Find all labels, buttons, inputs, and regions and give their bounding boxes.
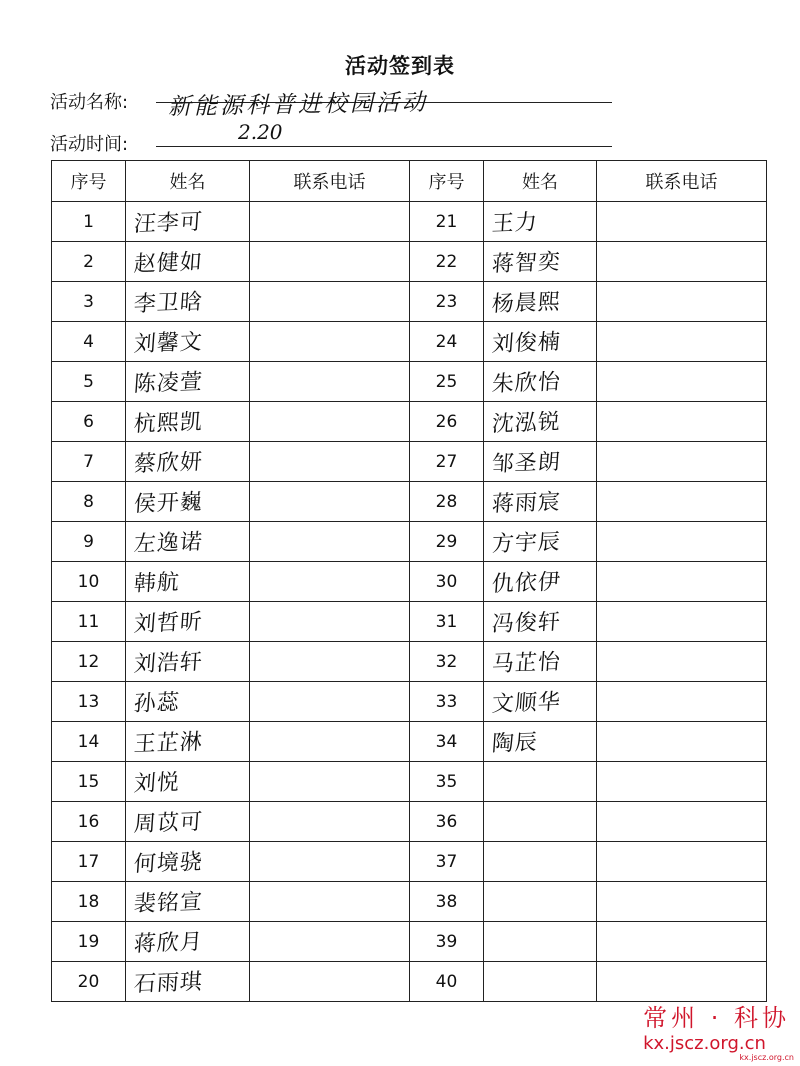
phone-cell xyxy=(597,562,767,602)
activity-time-underline xyxy=(156,146,612,147)
signature-text: 蒋雨宸 xyxy=(491,489,562,518)
signature-text: 陶辰 xyxy=(490,730,539,757)
phone-cell xyxy=(597,722,767,762)
signature-text: 邹圣朗 xyxy=(491,449,562,478)
table-row xyxy=(52,442,767,482)
phone-cell xyxy=(597,882,767,922)
signature-text: 王芷淋 xyxy=(133,729,204,758)
watermark-org: 常州 · 科协 xyxy=(643,1004,790,1032)
signature-name xyxy=(126,242,250,282)
row-number: 22 xyxy=(410,242,484,282)
signature-name xyxy=(126,362,250,402)
phone-cell xyxy=(250,402,410,442)
signature-text: 周苡可 xyxy=(133,809,204,838)
phone-cell xyxy=(250,762,410,802)
phone-cell xyxy=(250,642,410,682)
table-row xyxy=(52,562,767,602)
phone-cell xyxy=(250,562,410,602)
row-number: 6 xyxy=(52,402,126,442)
phone-cell xyxy=(597,682,767,722)
row-number: 40 xyxy=(410,962,484,1002)
signature-name xyxy=(484,482,597,522)
phone-cell xyxy=(250,442,410,482)
row-number: 36 xyxy=(410,802,484,842)
phone-cell xyxy=(597,602,767,642)
phone-cell xyxy=(597,842,767,882)
signature-name xyxy=(126,322,250,362)
row-number: 31 xyxy=(410,602,484,642)
phone-cell xyxy=(250,202,410,242)
row-number: 24 xyxy=(410,322,484,362)
signature-name xyxy=(126,802,250,842)
signature-text: 石雨琪 xyxy=(133,969,204,998)
row-number: 2 xyxy=(52,242,126,282)
signature-text: 马芷怡 xyxy=(491,649,562,678)
signature-text: 刘哲昕 xyxy=(133,609,204,638)
row-number: 14 xyxy=(52,722,126,762)
signature-text: 左逸诺 xyxy=(133,529,204,558)
signature-text: 方宇辰 xyxy=(491,529,562,558)
activity-name-label: 活动名称: xyxy=(50,92,129,113)
signature-name xyxy=(484,202,597,242)
signature-name xyxy=(126,602,250,642)
signature-text: 沈泓锐 xyxy=(491,409,562,438)
phone-cell xyxy=(597,322,767,362)
header-name: 姓名 xyxy=(126,161,250,202)
row-number: 38 xyxy=(410,882,484,922)
row-number: 4 xyxy=(52,322,126,362)
signature-name xyxy=(484,682,597,722)
signature-name xyxy=(126,882,250,922)
row-number: 9 xyxy=(52,522,126,562)
row-number: 1 xyxy=(52,202,126,242)
signature-name xyxy=(484,562,597,602)
phone-cell xyxy=(250,602,410,642)
activity-time-label: 活动时间: xyxy=(50,134,129,155)
header-name: 姓名 xyxy=(484,161,597,202)
row-number: 39 xyxy=(410,922,484,962)
phone-cell xyxy=(250,842,410,882)
row-number: 10 xyxy=(52,562,126,602)
row-number: 18 xyxy=(52,882,126,922)
signature-name xyxy=(484,962,597,1002)
signature-text: 刘馨文 xyxy=(133,329,204,358)
table-row xyxy=(52,722,767,762)
row-number: 29 xyxy=(410,522,484,562)
row-number: 3 xyxy=(52,282,126,322)
row-number: 32 xyxy=(410,642,484,682)
signature-name xyxy=(126,922,250,962)
signature-name xyxy=(126,522,250,562)
row-number: 37 xyxy=(410,842,484,882)
signature-text: 蒋欣月 xyxy=(133,929,204,958)
signature-name xyxy=(484,602,597,642)
phone-cell xyxy=(250,962,410,1002)
phone-cell xyxy=(597,482,767,522)
signature-name xyxy=(484,722,597,762)
table-row xyxy=(52,482,767,522)
phone-cell xyxy=(250,522,410,562)
phone-cell xyxy=(250,722,410,762)
phone-cell xyxy=(250,882,410,922)
signature-text: 汪李可 xyxy=(133,209,204,238)
table-row xyxy=(52,322,767,362)
signature-name xyxy=(126,722,250,762)
activity-time-value: 2.20 xyxy=(238,120,283,144)
row-number: 5 xyxy=(52,362,126,402)
signature-text: 何境骁 xyxy=(133,849,204,878)
table-row xyxy=(52,282,767,322)
phone-cell xyxy=(597,922,767,962)
signature-name xyxy=(126,682,250,722)
signature-name xyxy=(484,242,597,282)
table-row xyxy=(52,602,767,642)
signature-name xyxy=(484,442,597,482)
watermark-small: kx.jscz.org.cn xyxy=(739,1053,794,1062)
row-number: 21 xyxy=(410,202,484,242)
signature-text: 韩航 xyxy=(132,570,181,597)
signature-text: 文顺华 xyxy=(491,689,562,718)
signature-text: 侯开巍 xyxy=(133,489,204,518)
table-row xyxy=(52,682,767,722)
phone-cell xyxy=(597,202,767,242)
table-row xyxy=(52,242,767,282)
signature-name xyxy=(126,282,250,322)
table-row xyxy=(52,522,767,562)
signature-name xyxy=(126,442,250,482)
header-number: 序号 xyxy=(52,161,126,202)
page-title: 活动签到表 xyxy=(345,54,455,78)
row-number: 20 xyxy=(52,962,126,1002)
watermark xyxy=(643,998,790,1054)
phone-cell xyxy=(250,322,410,362)
row-number: 33 xyxy=(410,682,484,722)
signature-name xyxy=(484,922,597,962)
phone-cell xyxy=(597,642,767,682)
signature-text: 杭熙凯 xyxy=(133,409,204,438)
row-number: 30 xyxy=(410,562,484,602)
signature-name xyxy=(126,842,250,882)
sign-in-table xyxy=(51,160,767,1002)
row-number: 17 xyxy=(52,842,126,882)
table-row xyxy=(52,962,767,1002)
table-row xyxy=(52,802,767,842)
phone-cell xyxy=(597,762,767,802)
phone-cell xyxy=(597,442,767,482)
phone-cell xyxy=(250,282,410,322)
signature-text: 刘浩轩 xyxy=(133,649,204,678)
phone-cell xyxy=(250,922,410,962)
table-row xyxy=(52,922,767,962)
header-number: 序号 xyxy=(410,161,484,202)
row-number: 16 xyxy=(52,802,126,842)
phone-cell xyxy=(250,682,410,722)
header-phone: 联系电话 xyxy=(597,161,767,202)
row-number: 7 xyxy=(52,442,126,482)
signature-name xyxy=(484,362,597,402)
signature-name xyxy=(484,522,597,562)
table-row xyxy=(52,362,767,402)
activity-name-value: 新能源科普进校园活动 xyxy=(167,89,429,121)
table-header-row xyxy=(52,161,767,202)
phone-cell xyxy=(250,242,410,282)
signature-name xyxy=(484,842,597,882)
row-number: 12 xyxy=(52,642,126,682)
table-row xyxy=(52,762,767,802)
signature-name xyxy=(484,402,597,442)
row-number: 28 xyxy=(410,482,484,522)
signature-text: 裴铭宣 xyxy=(133,889,204,918)
table-row xyxy=(52,882,767,922)
signature-name xyxy=(484,802,597,842)
signature-text: 刘悦 xyxy=(132,770,181,797)
signature-name xyxy=(126,562,250,602)
table-row xyxy=(52,642,767,682)
table-row xyxy=(52,842,767,882)
signature-name xyxy=(126,962,250,1002)
phone-cell xyxy=(597,802,767,842)
phone-cell xyxy=(250,482,410,522)
row-number: 15 xyxy=(52,762,126,802)
signature-name xyxy=(126,202,250,242)
row-number: 26 xyxy=(410,402,484,442)
row-number: 25 xyxy=(410,362,484,402)
row-number: 23 xyxy=(410,282,484,322)
signature-text: 李卫晗 xyxy=(133,289,204,318)
signature-text: 刘俊楠 xyxy=(491,329,562,358)
signature-name xyxy=(126,762,250,802)
row-number: 13 xyxy=(52,682,126,722)
row-number: 8 xyxy=(52,482,126,522)
header-phone: 联系电话 xyxy=(250,161,410,202)
phone-cell xyxy=(597,962,767,1002)
signature-name xyxy=(484,282,597,322)
row-number: 34 xyxy=(410,722,484,762)
signature-text: 蔡欣妍 xyxy=(133,449,204,478)
signature-name xyxy=(484,322,597,362)
signature-name xyxy=(484,882,597,922)
signature-name xyxy=(126,402,250,442)
signature-text: 陈凌萱 xyxy=(133,369,204,398)
signature-text: 赵健如 xyxy=(133,249,204,278)
signature-text: 蒋智奕 xyxy=(491,249,562,278)
signature-name xyxy=(126,642,250,682)
watermark-url: kx.jscz.org.cn xyxy=(643,1033,766,1054)
phone-cell xyxy=(597,522,767,562)
table-row xyxy=(52,202,767,242)
phone-cell xyxy=(250,802,410,842)
phone-cell xyxy=(250,362,410,402)
signature-text: 冯俊轩 xyxy=(491,609,562,638)
signature-text: 王力 xyxy=(490,210,539,237)
phone-cell xyxy=(597,242,767,282)
row-number: 11 xyxy=(52,602,126,642)
signature-text: 杨晨熙 xyxy=(491,289,562,318)
signature-name xyxy=(126,482,250,522)
signature-name xyxy=(484,762,597,802)
table-row xyxy=(52,402,767,442)
signature-text: 孙蕊 xyxy=(132,690,181,717)
phone-cell xyxy=(597,282,767,322)
signature-name xyxy=(484,642,597,682)
row-number: 27 xyxy=(410,442,484,482)
row-number: 35 xyxy=(410,762,484,802)
signature-text: 仇依伊 xyxy=(491,569,562,598)
phone-cell xyxy=(597,402,767,442)
row-number: 19 xyxy=(52,922,126,962)
phone-cell xyxy=(597,362,767,402)
signature-text: 朱欣怡 xyxy=(491,369,562,398)
